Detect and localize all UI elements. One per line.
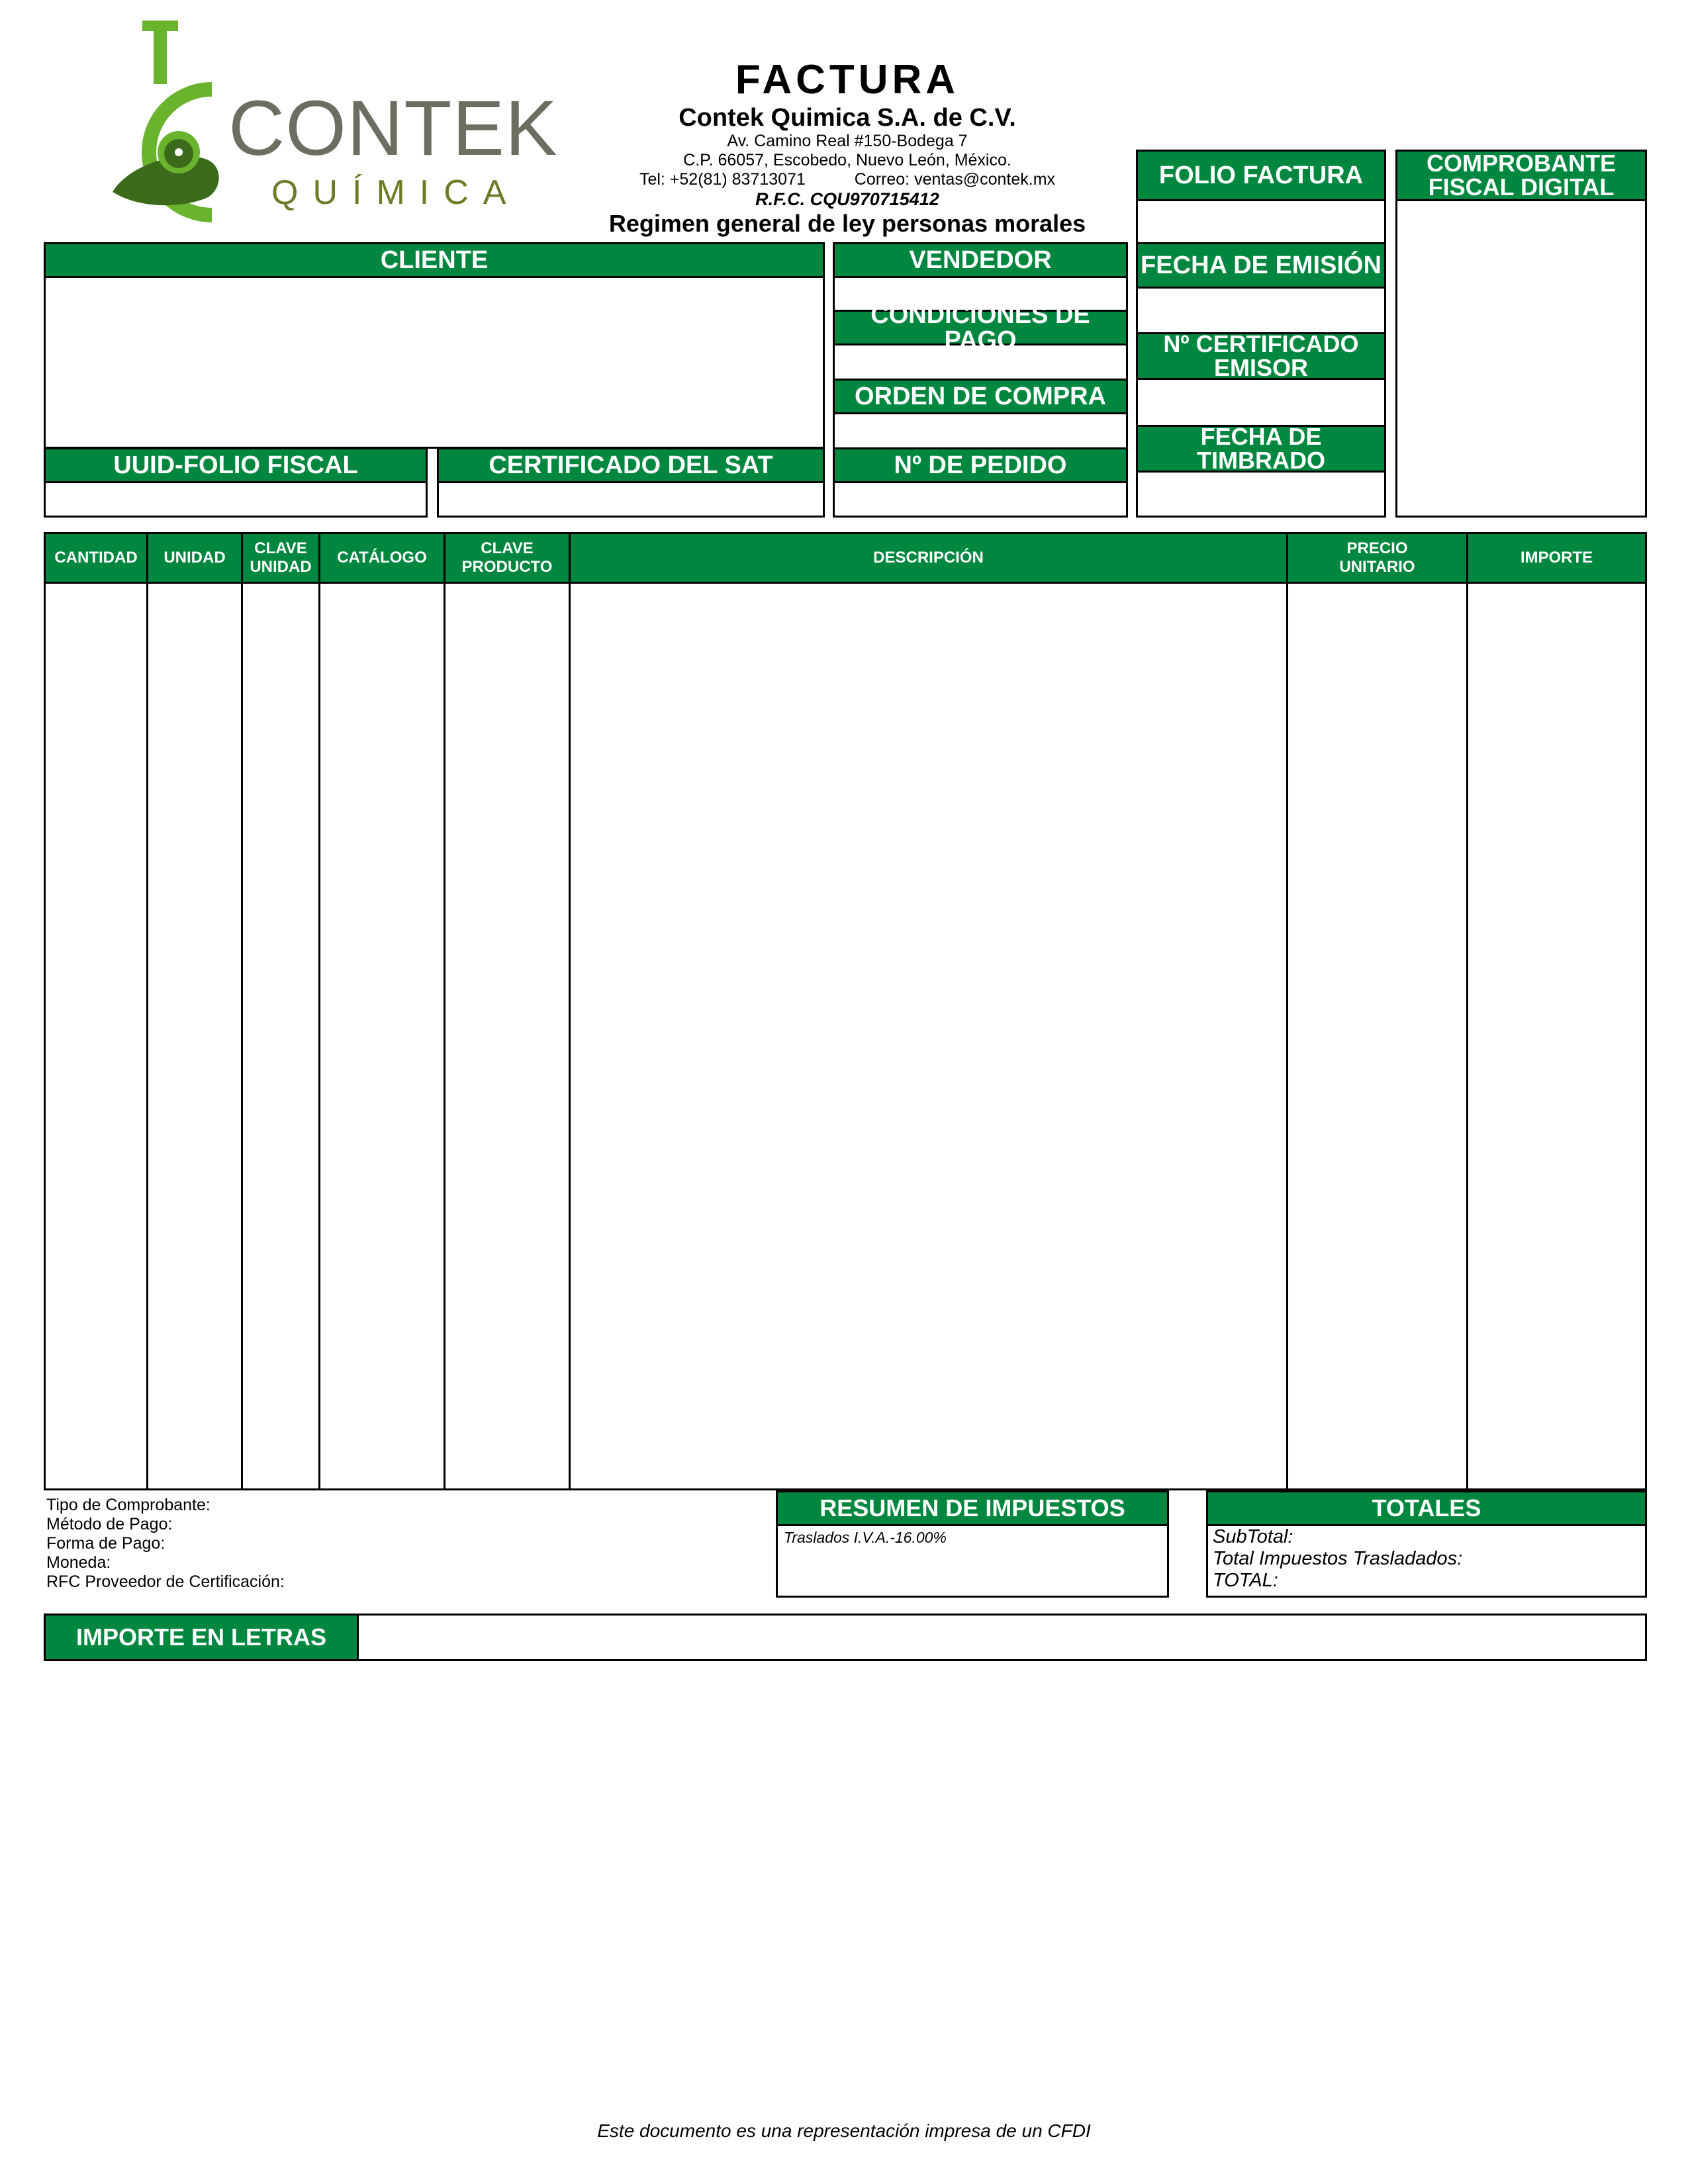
certificado-emisor-header — [1136, 332, 1386, 380]
column-catalogo — [318, 532, 445, 584]
comprobante-fiscal-section — [1395, 150, 1647, 518]
numero-pedido-header: Nº DE PEDIDO — [833, 447, 1128, 483]
column-clave-producto — [444, 532, 571, 584]
rfc-proveedor-label: RFC Proveedor de Certificación: — [46, 1572, 285, 1591]
company-regimen: Regimen general de ley personas morales — [608, 210, 1086, 237]
vendedor-header: VENDEDOR — [833, 242, 1128, 278]
comprobante-line1: COMPROBANTE — [1427, 150, 1616, 177]
traslados-iva-label: Traslados I.V.A.-16.00% — [784, 1529, 947, 1546]
column-label: CLAVE — [254, 539, 307, 558]
column-label-2: PRODUCTO — [461, 558, 553, 576]
cliente-header: CLIENTE — [44, 242, 825, 278]
certificado-emisor-value — [1138, 380, 1384, 425]
column-unidad — [146, 532, 243, 584]
column-label: DESCRIPCIÓN — [873, 549, 984, 567]
subtotal-label: SubTotal: — [1213, 1526, 1293, 1547]
orden-compra-header: ORDEN DE COMPRA — [833, 379, 1128, 414]
total-impuestos-label: Total Impuestos Trasladados: — [1213, 1548, 1463, 1569]
comprobante-line2: FISCAL DIGITAL — [1428, 173, 1615, 201]
column-label: PRECIO — [1346, 539, 1408, 558]
fecha-emision-value — [1138, 289, 1384, 332]
moneda-label: Moneda: — [46, 1553, 111, 1572]
certificado-emisor-line1: Nº CERTIFICADO — [1163, 330, 1359, 357]
column-precio-unitario — [1286, 532, 1468, 584]
column-divider — [146, 582, 148, 1490]
tipo-comprobante-label: Tipo de Comprobante: — [46, 1496, 211, 1514]
company-address-2: C.P. 66057, Escobedo, Nuevo León, México. — [683, 151, 1011, 169]
column-divider — [241, 582, 243, 1490]
fecha-timbrado-header — [1136, 425, 1386, 473]
fecha-emision-header: FECHA DE EMISIÓN — [1136, 242, 1386, 289]
folio-factura-header: FOLIO FACTURA — [1136, 150, 1386, 201]
fecha-timbrado-line1: FECHA DE — [1200, 423, 1322, 450]
column-label: CLAVE — [481, 539, 534, 558]
column-divider — [444, 582, 445, 1490]
column-importe — [1466, 532, 1647, 584]
column-descripcion — [569, 532, 1288, 584]
certificado-sat-header: CERTIFICADO DEL SAT — [437, 447, 825, 483]
column-label: IMPORTE — [1520, 549, 1593, 567]
metodo-pago-label: Método de Pago: — [46, 1515, 173, 1533]
column-divider — [569, 582, 571, 1490]
column-label-2: UNITARIO — [1339, 558, 1415, 576]
document-title: FACTURA — [735, 57, 960, 103]
totales-lines — [1213, 1526, 1462, 1592]
company-name: Contek Quimica S.A. de C.V. — [679, 104, 1016, 132]
brand-name: CONTEK — [228, 85, 558, 172]
column-divider — [1286, 582, 1288, 1490]
forma-pago-label: Forma de Pago: — [46, 1534, 165, 1553]
column-divider — [318, 582, 320, 1490]
items-table — [44, 532, 1647, 1490]
company-email: Correo: ventas@contek.mx — [854, 170, 1056, 189]
company-contact — [583, 170, 1112, 189]
uuid-header: UUID-FOLIO FISCAL — [44, 447, 428, 483]
column-divider — [1466, 582, 1468, 1490]
column-clave-unidad — [241, 532, 320, 584]
importe-letras-header: IMPORTE EN LETRAS — [44, 1614, 359, 1661]
folio-factura-value — [1138, 201, 1384, 242]
footer-note: Este documento es una representación impresa de un CFDI — [597, 2120, 1091, 2141]
brand-subtitle: QUÍMICA — [271, 173, 521, 212]
resumen-impuestos-header: RESUMEN DE IMPUESTOS — [776, 1490, 1169, 1526]
column-label-2: UNIDAD — [250, 558, 312, 576]
fecha-timbrado-value — [1138, 473, 1384, 516]
comprobante-info — [46, 1496, 576, 1592]
comprobante-fiscal-header — [1395, 150, 1647, 201]
company-rfc: R.F.C. CQU970715412 — [755, 189, 939, 209]
company-phone: Tel: +52(81) 83713071 — [639, 170, 806, 189]
column-label: CANTIDAD — [54, 549, 138, 567]
condiciones-pago-header: CONDICIONES DE PAGO — [833, 310, 1128, 345]
company-address-1: Av. Camino Real #150-Bodega 7 — [727, 132, 968, 150]
totales-header: TOTALES — [1206, 1490, 1647, 1526]
total-label: TOTAL: — [1213, 1570, 1278, 1591]
company-logo — [79, 17, 558, 235]
column-label: CATÁLOGO — [337, 549, 427, 567]
fecha-timbrado-line2: TIMBRADO — [1197, 447, 1325, 474]
column-label: UNIDAD — [164, 549, 226, 567]
certificado-emisor-line2: EMISOR — [1213, 354, 1308, 381]
column-cantidad — [44, 532, 148, 584]
